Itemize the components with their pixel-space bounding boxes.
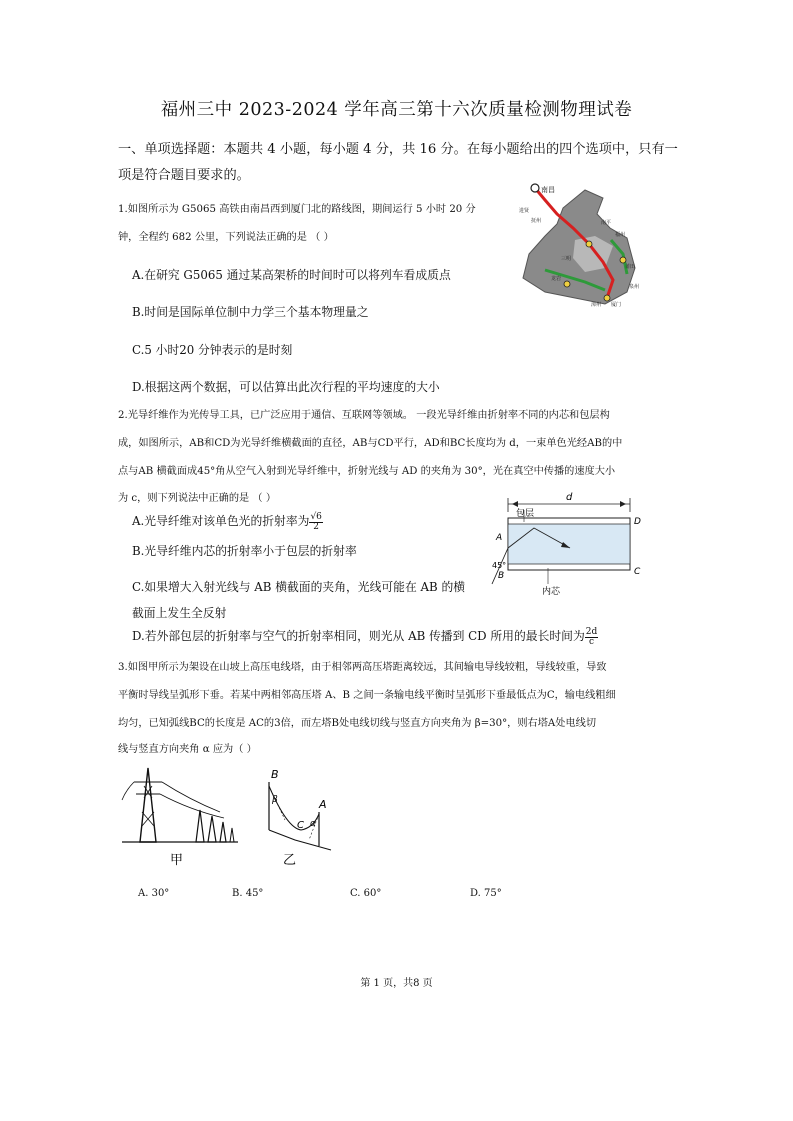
optical-fiber-diagram [490,488,650,598]
q2-option-c-line2: 截面上发生全反射 [132,606,227,620]
q3-option-b: B. 45° [232,888,264,899]
q3-option-c: C. 60° [350,888,382,899]
map-label-top: 南昌 [541,186,555,194]
q3-line4: 线与竖直方向夹角 α 应为（ ） [118,744,257,755]
diagram-label-D: D [634,517,641,527]
figure-yi-label-C: C [297,820,304,831]
q3-line2: 平衡时导线呈弧形下垂。若某中两相邻高压塔 A、B 之间一条输电线平衡时呈弧形下垂最低点为C，输电线粗细 [118,690,616,701]
diagram-label-d: d [566,492,573,503]
q1-option-b: B.时间是国际单位制中力学三个基本物理量之 [132,305,369,319]
q3-line3: 均匀，已知弧线BC的长度是 AC的3倍，而左塔B处电线切线与竖直方向夹角为 β=30°，则右塔A处电线切 [118,718,597,729]
figure-label-yi: 乙 [283,853,297,868]
q1-stem-line1: 1.如图所示为 G5065 高铁由南昌西到厦门北的路线图，期间运行 5 小时 20 分 [118,204,476,215]
map-label-8: 泉州 [629,284,640,290]
map-label-7: 漳州 [591,302,602,308]
figure-yi-label-beta: β [272,795,278,805]
map-label-6: 厦门 [611,302,622,308]
exam-title: 福州三中 2023-2024 学年高三第十六次质量检测物理试卷 [160,100,633,120]
figure-label-jia: 甲 [170,853,184,868]
map-label-4: 三明 [561,256,572,262]
map-label-9: 莆田 [625,264,636,270]
q1-option-a: A.在研究 G5065 通过某高架桥的时间时可以将列车看成质点 [132,268,451,282]
q2-line3: 点与AB 横截面成45°角从空气入射到光导纤维中，折射光线与 AD 的夹角为 30°，光在真空中传播的速度大小 [118,466,616,477]
map-label-10: 南平 [601,220,612,226]
q2-option-a: A.光导纤维对该单色光的折射率为 $\frac{√6}{2}$ [132,511,322,532]
section-heading: 一、单项选择题：本题共 4 小题，每小题 4 分，共 16 分。在每小题给出的四个选项中，只有一项是符合题目要求的。 [118,142,678,183]
q1-option-c: C.5 小时20 分钟表示的是时刻 [132,343,293,357]
q2-line4: 为 c，则下列说法中正确的是 （ ） [118,493,277,504]
figure-yi-label-B: B [271,768,279,781]
q2-option-d: D.若外部包层的折射率与空气的折射率相同，则光从 AB 传播到 CD 所用的最长时间为 $\frac{2d}{c}$ [132,626,598,647]
figure-yi-label-alpha: α [310,819,316,829]
map-label-3: 福州 [615,232,626,238]
diagram-label-C: C [634,567,641,577]
q3-option-a: A. 30° [138,888,170,899]
q1-option-d: D.根据这两个数据，可以估算出此次行程的平均速度的大小 [132,380,440,394]
railway-route-map [515,180,655,308]
map-label-2: 抚州 [531,218,542,224]
cable-sag-figure-yi [255,760,340,870]
q2-line1: 2.光导纤维作为光传导工具，已广泛应用于通信、互联网等领域。 一段光导纤维由折射率不同的内芯和包层构 [118,410,610,421]
page-footer: 第 1 页，共8 页 [360,978,433,989]
q1-stem-line2: 钟，全程约 682 公里，下列说法正确的是 （ ） [118,232,334,243]
q2-line2: 成，如图所示，AB和CD为光导纤维横截面的直径，AB与CD平行，AD和BC长度均为 d，一束单色光经AB的中 [118,438,623,449]
q3-line1: 3.如图甲所示为架设在山坡上高压电线塔，由于相邻两高压塔距离较远，其间输电导线较粗，导线较重，导致 [118,662,607,673]
q2-option-b: B.光导纤维内芯的折射率小于包层的折射率 [132,544,357,558]
figure-yi-label-A: A [319,798,327,811]
diagram-label-B: B [498,571,505,581]
q2-option-c-line1: C.如果增大入射光线与 AB 横截面的夹角，光线可能在 AB 的横 [132,580,466,594]
map-label-5: 龙岩 [551,276,562,282]
power-tower-figure-jia [120,760,245,870]
map-label-1: 进贤 [519,208,530,214]
q2-option-a-fraction: $\frac{√6}{2}$ [310,511,322,532]
diagram-label-core: 内芯 [542,587,561,597]
diagram-label-A: A [496,533,503,543]
q2-option-d-fraction: $\frac{2d}{c}$ [585,626,598,647]
diagram-label-cladding: 包层 [516,509,535,519]
diagram-label-angle: 45° [492,561,507,570]
q3-option-d: D. 75° [470,888,502,899]
